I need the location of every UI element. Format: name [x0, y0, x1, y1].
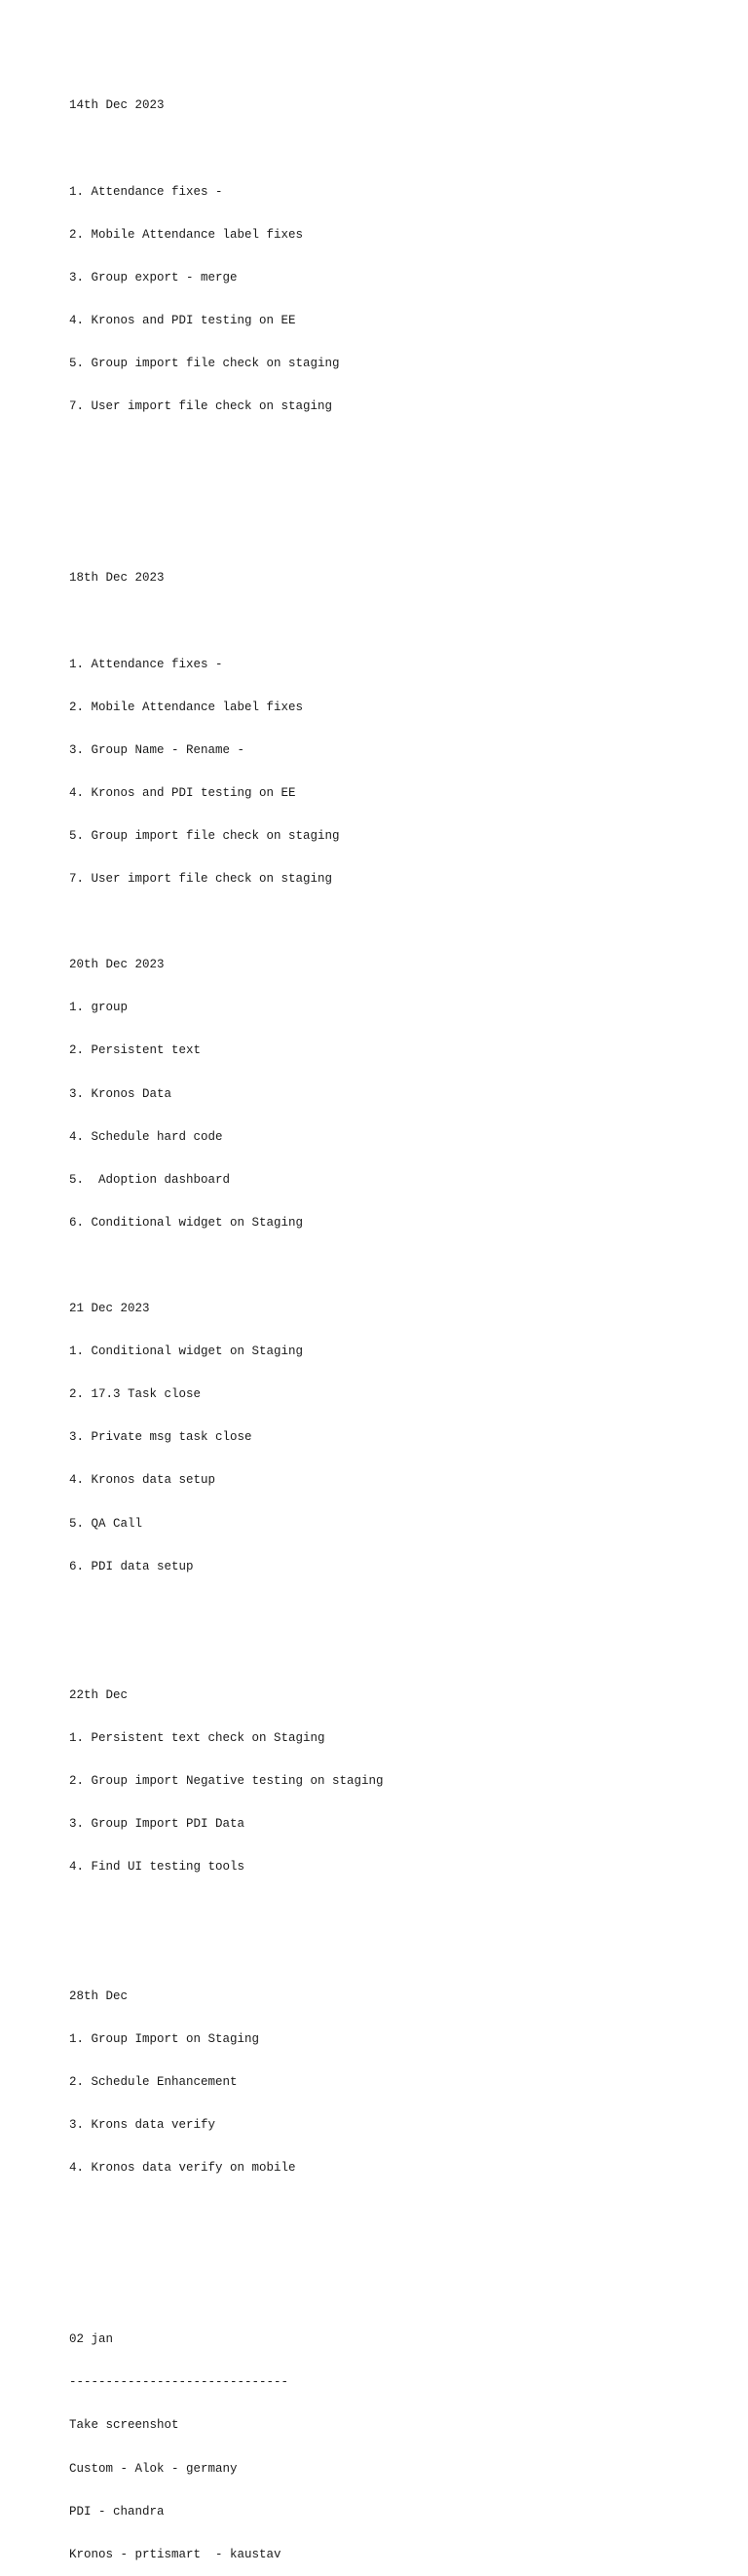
divider-line: ------------------------------	[69, 2375, 289, 2390]
list-item: 1. Persistent text check on Staging	[69, 1730, 325, 1745]
note-line: Take screenshot	[69, 2418, 179, 2433]
list-item: 5. Group import file check on staging	[69, 829, 340, 843]
list-item: 3. Group Import PDI Data	[69, 1817, 245, 1832]
list-item: 2. Schedule Enhancement	[69, 2074, 238, 2089]
list-item: 1. Attendance fixes -	[69, 184, 223, 199]
list-item: 3. Kronos Data	[69, 1086, 172, 1101]
blank-line	[69, 1903, 731, 1917]
list-item: 7. User import file check on staging	[69, 872, 333, 887]
blank-line	[69, 1646, 731, 1660]
list-item: 7. User import file check on staging	[69, 399, 333, 414]
blank-line	[69, 1946, 731, 1960]
blank-line	[69, 442, 731, 457]
list-item: 1. Conditional widget on Staging	[69, 1345, 304, 1359]
list-item: 2. 17.3 Task close	[69, 1387, 202, 1402]
blank-line	[69, 485, 731, 500]
list-item: 3. Private msg task close	[69, 1430, 252, 1445]
date-heading: 21 Dec 2023	[69, 1302, 150, 1316]
blank-line	[69, 2290, 731, 2304]
date-heading: 28th Dec	[69, 1989, 129, 2003]
list-item: 2. Mobile Attendance label fixes	[69, 227, 304, 242]
blank-line	[69, 615, 731, 629]
list-item: 1. group	[69, 1001, 129, 1015]
date-heading: 02 jan	[69, 2332, 114, 2347]
blank-line	[69, 2247, 731, 2261]
list-item: 5. Adoption dashboard	[69, 1172, 231, 1187]
list-item: 6. PDI data setup	[69, 1559, 194, 1573]
blank-line	[69, 142, 731, 157]
document-body	[69, 70, 731, 2576]
note-line: PDI - chandra	[69, 2504, 165, 2519]
list-item: 5. Group import file check on staging	[69, 356, 340, 370]
blank-line	[69, 1259, 731, 1273]
list-item: 3. Group export - merge	[69, 270, 238, 284]
list-item: 2. Group import Negative testing on staging	[69, 1774, 384, 1789]
list-item: 4. Kronos and PDI testing on EE	[69, 785, 296, 800]
list-item: 4. Kronos data verify on mobile	[69, 2160, 296, 2175]
list-item: 4. Find UI testing tools	[69, 1860, 245, 1875]
list-item: 3. Krons data verify	[69, 2117, 216, 2132]
list-item: 2. Persistent text	[69, 1043, 202, 1058]
list-item: 1. Attendance fixes -	[69, 657, 223, 671]
date-heading: 14th Dec 2023	[69, 98, 165, 113]
date-heading: 20th Dec 2023	[69, 958, 165, 972]
blank-line	[69, 1603, 731, 1617]
list-item: 2. Mobile Attendance label fixes	[69, 700, 304, 714]
blank-line	[69, 2204, 731, 2218]
date-heading: 18th Dec 2023	[69, 571, 165, 586]
list-item: 4. Kronos data setup	[69, 1473, 216, 1488]
note-line: Kronos - prtismart - kaustav	[69, 2547, 281, 2561]
list-item: 5. QA Call	[69, 1516, 143, 1531]
list-item: 1. Group Import on Staging	[69, 2031, 260, 2046]
blank-line	[69, 915, 731, 929]
blank-line	[69, 528, 731, 543]
list-item: 3. Group Name - Rename -	[69, 742, 245, 757]
list-item: 6. Conditional widget on Staging	[69, 1215, 304, 1230]
list-item: 4. Kronos and PDI testing on EE	[69, 313, 296, 327]
date-heading: 22th Dec	[69, 1687, 129, 1702]
list-item: 4. Schedule hard code	[69, 1129, 223, 1144]
note-line: Custom - Alok - germany	[69, 2461, 238, 2476]
